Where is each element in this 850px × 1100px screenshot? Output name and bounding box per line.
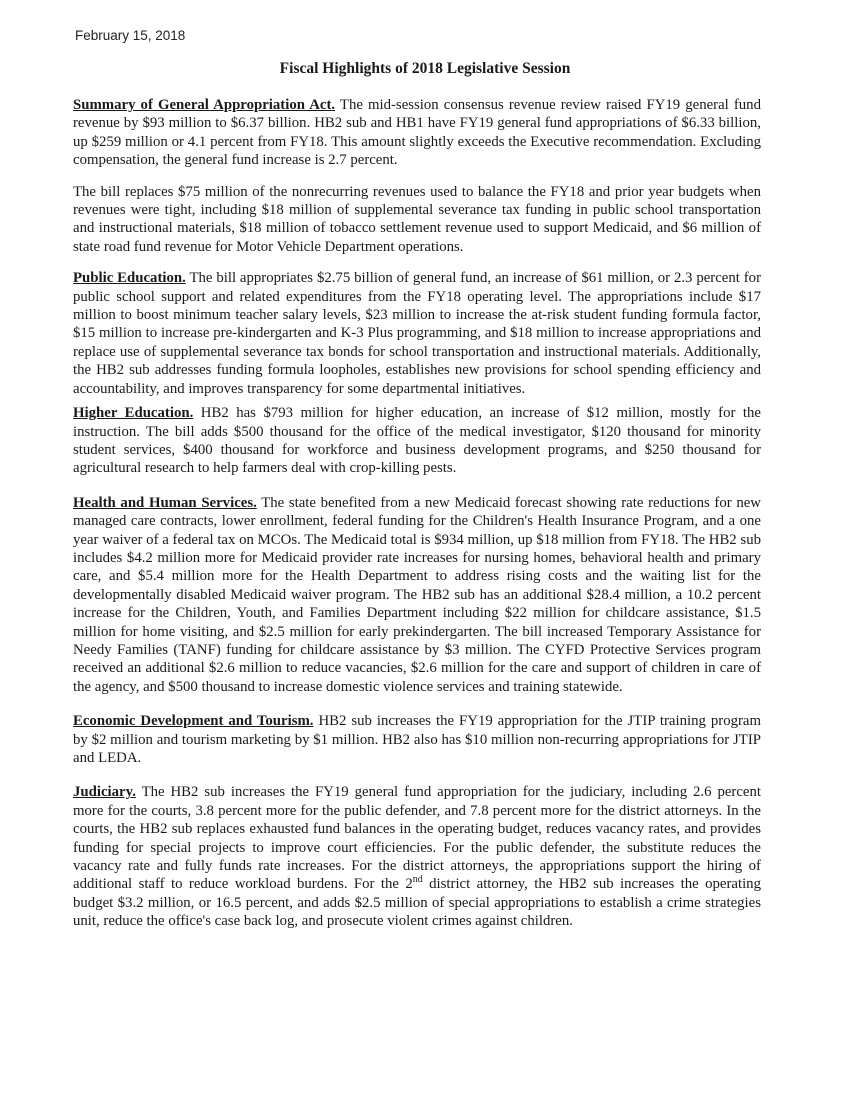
paragraph-health-human-services <box>73 494 761 696</box>
paragraph-higher-education <box>73 404 761 478</box>
document-date: February 15, 2018 <box>75 28 186 43</box>
paragraph-summary <box>73 96 761 170</box>
heading-higher-education: Higher Education. <box>73 405 194 422</box>
text-higher-education: HB2 has $793 million for higher education, an increase of $12 million, mostly for the instruction. The bill adds $500 thousand for the office of the medical investigator, $120 thousand for minority student services, $400 thousand for workforce and business development programs, and $250 thousand for agricultural research to help farmers deal with crop-killing pests. <box>73 405 761 477</box>
heading-economic-development: Economic Development and Tourism. <box>73 713 314 730</box>
text-summary: The mid-session consensus revenue review raised FY19 general fund revenue by $93 million to $6.37 billion. HB2 sub and HB1 have FY19 general fund appropriations of $6.33 billion, up $259 million or 4.1 percent from FY18. This amount slightly exceeds the Executive recommendation. Excluding compensation, the general fund increase is 2.7 percent. <box>73 97 761 169</box>
document-title: Fiscal Highlights of 2018 Legislative Session <box>279 60 571 77</box>
text-nonrecurring-revenues: The bill replaces $75 million of the nonrecurring revenues used to balance the FY18 and prior year budgets when revenues were tight, including $18 million of supplemental severance tax funding in public school transportation and instructional materials, $18 million of tobacco settlement revenue used to support Medicaid, and $6 million of state road fund revenue for Motor Vehicle Department operations. <box>73 183 761 255</box>
paragraph-public-education <box>73 269 761 398</box>
text-judiciary-part2: district attorney, the HB2 sub increases the operating budget $3.2 million, or 16.5 percent, and adds $2.5 million of special appropriations to establish a crime strategies unit, reduce the office's case back log, and prosecute violent crimes against children. <box>73 876 761 930</box>
heading-health-human-services: Health and Human Services. <box>73 494 257 511</box>
heading-summary: Summary of General Appropriation Act. <box>73 97 336 113</box>
heading-judiciary: Judiciary. <box>73 784 136 801</box>
text-health-human-services: The state benefited from a new Medicaid forecast showing rate reductions for new managed care contracts, lower enrollment, federal funding for the Children's Health Insurance Program, and a one year waiver of a federal tax on MCOs. The Medicaid total is $934 million, up $18 million from FY18. The HB2 sub includes $4.2 million more for Medicaid provider rate increases for nursing homes, behavioral health and primary care, and $5.4 million more for the Health Department to address rising costs and the waiting list for the developmentally disabled Medicaid waiver program. The HB2 sub has an additional $28.4 million, a 10.2 percent increase for the Children, Youth, and Families Department including $22 million for childcare assistance, $1.5 million for home visiting, and $2.5 million for early prekindergarten. The bill increased Temporary Assistance for Needy Families (TANF) funding for childcare assistance by $3 million. The CYFD Protective Services program received an additional $2.6 million to reduce vacancies, $2.6 million for the care and support of children in care of the agency, and $500 thousand to increase domestic violence services and training statewide. <box>73 494 761 695</box>
text-judiciary-part1: The HB2 sub increases the FY19 general fund appropriation for the judiciary, including 2.6 percent more for the courts, 3.8 percent more for the public defender, and 7.8 percent more for the district attorneys. In the courts, the HB2 sub replaces exhausted fund balances in the operating budget, reduces vacancy rates, and provides funding for special projects to improve court efficiencies. For the public defender, the substitute reduces the vacancy rate and fully funds rate increases. For the district attorneys, the appropriations support the hiring of additional staff to reduce workload burdens. For the 2 <box>73 784 761 893</box>
document-body <box>73 96 761 931</box>
text-public-education: The bill appropriates $2.75 billion of general fund, an increase of $61 million, or 2.3 percent for public school support and related expenditures from the FY18 operating level. The appropriations include $17 million to boost minimum teacher salary levels, $23 million to increase the at-risk student funding formula factor, $15 million to increase pre-kindergarten and K-3 Plus programming, and $18 million to increase appropriations and replace use of supplemental severance tax bonds for school transportation and instructional materials. Additionally, the HB2 sub addresses funding formula loopholes, establishes new provisions for school spending efficiency and accountability, and improves transparency for some departmental initiatives. <box>73 270 761 397</box>
paragraph-judiciary <box>73 783 761 930</box>
paragraph-economic-development <box>73 712 761 767</box>
text-economic-development: HB2 sub increases the FY19 appropriation for the JTIP training program by $2 million and tourism marketing by $1 million. HB2 also has $10 million non-recurring appropriations for JTIP and LEDA. <box>73 713 761 766</box>
heading-public-education: Public Education. <box>73 270 186 287</box>
paragraph-nonrecurring-revenues <box>73 183 761 257</box>
ordinal-suffix: nd <box>412 874 423 886</box>
